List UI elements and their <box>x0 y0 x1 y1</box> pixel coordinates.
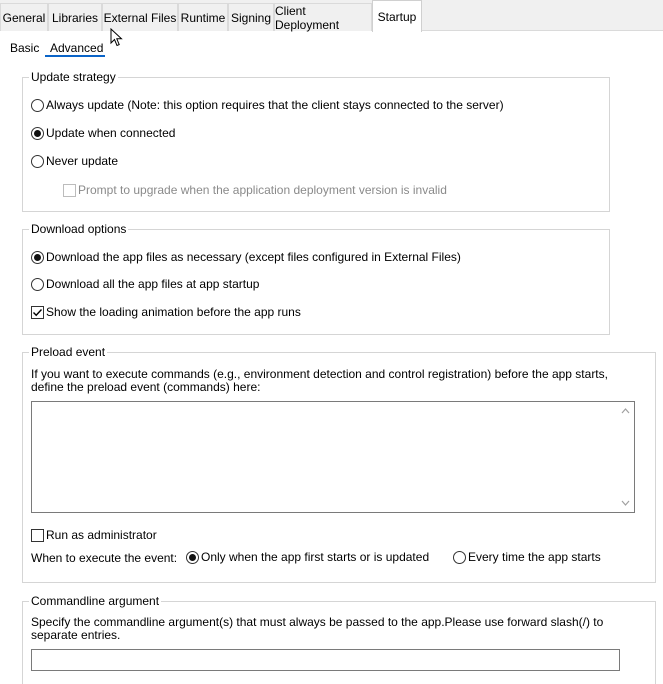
checkmark-icon <box>32 307 43 318</box>
scroll-down-arrow-icon[interactable] <box>621 498 630 508</box>
run-as-admin-checkbox[interactable] <box>31 528 157 542</box>
group-title: Preload event <box>31 345 106 359</box>
tab-label: Signing <box>230 10 272 25</box>
preload-description: If you want to execute commands (e.g., environment detection and control registration) before the app starts, define the preload event (commands) here: <box>31 367 608 394</box>
checkbox-label: Run as administrator <box>46 528 157 542</box>
execute-every-time-radio[interactable] <box>453 550 601 564</box>
radio-label: Every time the app starts <box>468 550 601 564</box>
show-loading-checkbox[interactable] <box>31 305 301 319</box>
radio-label: Download the app files as necessary (except files configured in External Files) <box>46 250 461 264</box>
radio-label: Always update (Note: this option requires that the client stays connected to the server) <box>46 98 504 112</box>
commandline-description: Specify the commandline argument(s) that must always be passed to the app.Please use forward slash(/) to separate entries. <box>31 615 604 642</box>
scroll-up-arrow-icon[interactable] <box>621 406 630 416</box>
commandline-argument-group <box>22 594 656 684</box>
never-update-radio[interactable] <box>31 154 118 168</box>
radio-indicator <box>31 251 44 264</box>
preload-commands-textarea[interactable] <box>31 401 635 513</box>
group-title: Update strategy <box>31 70 116 84</box>
subtab-active-indicator <box>45 55 105 57</box>
tab-client-deployment[interactable] <box>274 3 372 31</box>
tab-label: Libraries <box>51 10 99 25</box>
tab-label: Client Deployment <box>275 3 340 32</box>
tab-external-files[interactable] <box>102 3 178 31</box>
download-options-group <box>22 222 610 335</box>
radio-label: Only when the app first starts or is updated <box>201 550 430 564</box>
checkbox-indicator <box>31 306 44 319</box>
update-when-connected-radio[interactable] <box>31 126 175 140</box>
tab-label: Startup <box>377 9 417 24</box>
tab-general[interactable] <box>0 3 48 31</box>
radio-indicator <box>31 155 44 168</box>
checkbox-indicator <box>31 529 44 542</box>
textarea-scrollbar[interactable] <box>617 402 634 512</box>
tab-label: General <box>2 10 46 25</box>
commandline-input[interactable] <box>31 649 620 671</box>
always-update-radio[interactable] <box>31 98 504 112</box>
when-to-execute-label: When to execute the event: <box>31 551 178 565</box>
subtab-label: Advanced <box>50 41 104 55</box>
tab-label: Runtime <box>180 10 226 25</box>
tab-label: External Files <box>103 10 177 25</box>
checkbox-indicator <box>63 184 76 197</box>
radio-indicator <box>186 551 199 564</box>
radio-indicator <box>453 551 466 564</box>
group-title: Commandline argument <box>31 594 160 608</box>
radio-label: Download all the app files at app startup <box>46 277 260 291</box>
radio-indicator <box>31 127 44 140</box>
group-title: Download options <box>31 222 127 236</box>
download-as-necessary-radio[interactable] <box>31 250 461 264</box>
tab-signing[interactable] <box>228 3 274 31</box>
radio-label: Never update <box>46 154 119 168</box>
radio-indicator <box>31 99 44 112</box>
download-all-radio[interactable] <box>31 277 259 291</box>
prompt-upgrade-checkbox[interactable] <box>63 183 447 197</box>
preload-event-group <box>22 345 656 583</box>
mouse-pointer-icon <box>110 28 124 51</box>
tab-runtime[interactable] <box>178 3 228 31</box>
radio-indicator <box>31 278 44 291</box>
checkbox-label: Prompt to upgrade when the application deployment version is invalid <box>78 183 447 197</box>
tab-libraries[interactable] <box>48 3 102 31</box>
subtab-basic[interactable] <box>10 39 39 57</box>
execute-first-start-radio[interactable] <box>186 550 429 564</box>
main-tab-bar <box>0 0 663 31</box>
checkbox-label: Show the loading animation before the app runs <box>46 305 301 319</box>
tab-startup[interactable] <box>372 0 422 32</box>
subtab-label: Basic <box>10 41 40 55</box>
radio-label: Update when connected <box>46 126 176 140</box>
update-strategy-group <box>22 70 610 212</box>
